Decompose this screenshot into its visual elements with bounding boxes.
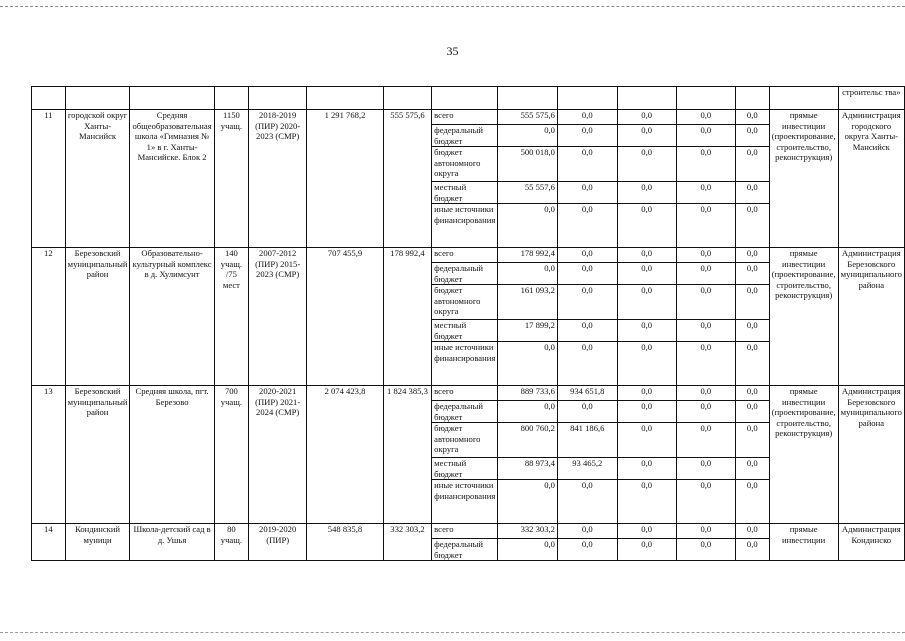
finance-value: 0,0 bbox=[735, 204, 769, 248]
finance-value: 0,0 bbox=[557, 480, 617, 524]
continuation-row bbox=[32, 87, 905, 110]
finance-value: 0,0 bbox=[735, 539, 769, 561]
funding-source-label: федеральный бюджет bbox=[432, 401, 498, 423]
municipality-cell: городской округ Ханты-Мансийск bbox=[65, 110, 130, 248]
row-number: 13 bbox=[32, 386, 66, 524]
finance-value: 0,0 bbox=[557, 524, 617, 539]
object-name-cell: Образовательно-культурный комплекс в д. Хулимсунт bbox=[130, 248, 214, 386]
remaining-cost-cell: 1 824 385,3 bbox=[383, 386, 431, 524]
finance-value: 0,0 bbox=[676, 248, 735, 263]
investment-table bbox=[31, 86, 905, 561]
finance-value: 0,0 bbox=[498, 125, 558, 147]
finance-value: 0,0 bbox=[498, 539, 558, 561]
finance-value: 0,0 bbox=[735, 342, 769, 386]
finance-value: 0,0 bbox=[617, 263, 676, 285]
finance-value: 0,0 bbox=[617, 480, 676, 524]
municipality-cell: Кондинский муници bbox=[65, 524, 130, 561]
funding-source-label: местный бюджет bbox=[432, 458, 498, 480]
object-name-cell: Школа-детский сад в д. Ушья bbox=[130, 524, 214, 561]
period-cell: 2019-2020 (ПИР) bbox=[249, 524, 307, 561]
municipality-cell: Березовский муниципальный район bbox=[65, 248, 130, 386]
table-row bbox=[32, 386, 905, 401]
finance-value: 55 557,6 bbox=[498, 182, 558, 204]
finance-value: 841 186,6 bbox=[557, 423, 617, 458]
finance-value: 0,0 bbox=[676, 204, 735, 248]
finance-value: 0,0 bbox=[557, 204, 617, 248]
finance-value: 0,0 bbox=[676, 320, 735, 342]
finance-value: 800 760,2 bbox=[498, 423, 558, 458]
customer-cell: Администрация Кондинско bbox=[838, 524, 904, 561]
scan-top-edge bbox=[0, 0, 905, 7]
estimated-cost-cell: 707 455,9 bbox=[307, 248, 384, 386]
period-cell: 2020-2021 (ПИР) 2021-2024 (СМР) bbox=[249, 386, 307, 524]
finance-value: 0,0 bbox=[676, 342, 735, 386]
investment-form-cell: прямые инвестиции (проектирование, строительство, реконструкция) bbox=[769, 386, 838, 524]
remaining-cost-cell: 178 992,4 bbox=[383, 248, 431, 386]
finance-value: 0,0 bbox=[676, 263, 735, 285]
finance-value: 93 465,2 bbox=[557, 458, 617, 480]
capacity-cell: 140 учащ. /75 мест bbox=[214, 248, 248, 386]
finance-value: 0,0 bbox=[617, 458, 676, 480]
finance-value: 934 651,8 bbox=[557, 386, 617, 401]
funding-source-label: всего bbox=[432, 524, 498, 539]
finance-value: 161 093,2 bbox=[498, 285, 558, 320]
capacity-cell: 80 учащ. bbox=[214, 524, 248, 561]
table-row bbox=[32, 524, 905, 539]
finance-value: 0,0 bbox=[676, 182, 735, 204]
object-name-cell: Средняя школа, пгт. Березово bbox=[130, 386, 214, 524]
funding-source-label: бюджет автономного округа bbox=[432, 423, 498, 458]
finance-value: 0,0 bbox=[557, 539, 617, 561]
finance-value: 0,0 bbox=[676, 524, 735, 539]
finance-value: 0,0 bbox=[557, 263, 617, 285]
period-cell: 2007-2012 (ПИР) 2015-2023 (СМР) bbox=[249, 248, 307, 386]
finance-value: 0,0 bbox=[735, 248, 769, 263]
customer-cell: Администрация Березовского муниципального района bbox=[838, 386, 904, 524]
finance-value: 0,0 bbox=[735, 147, 769, 182]
finance-value: 0,0 bbox=[676, 147, 735, 182]
finance-value: 0,0 bbox=[735, 263, 769, 285]
finance-value: 0,0 bbox=[735, 480, 769, 524]
finance-value: 0,0 bbox=[735, 285, 769, 320]
finance-value: 0,0 bbox=[617, 204, 676, 248]
finance-value: 0,0 bbox=[557, 285, 617, 320]
table-row bbox=[32, 248, 905, 263]
finance-value: 0,0 bbox=[498, 401, 558, 423]
funding-source-label: бюджет автономного округа bbox=[432, 285, 498, 320]
finance-value: 0,0 bbox=[676, 125, 735, 147]
estimated-cost-cell: 1 291 768,2 bbox=[307, 110, 384, 248]
finance-value: 17 899,2 bbox=[498, 320, 558, 342]
funding-source-label: иные источники финансирования bbox=[432, 480, 498, 524]
finance-value: 0,0 bbox=[735, 182, 769, 204]
finance-value: 332 303,2 bbox=[498, 524, 558, 539]
finance-value: 0,0 bbox=[557, 320, 617, 342]
capacity-cell: 700 учащ. bbox=[214, 386, 248, 524]
funding-source-label: всего bbox=[432, 248, 498, 263]
finance-value: 0,0 bbox=[617, 285, 676, 320]
investment-form-cell: прямые инвестиции (проектирование, строительство, реконструкция) bbox=[769, 248, 838, 386]
finance-value: 0,0 bbox=[735, 386, 769, 401]
finance-value: 0,0 bbox=[676, 480, 735, 524]
finance-value: 0,0 bbox=[735, 458, 769, 480]
finance-value: 0,0 bbox=[617, 342, 676, 386]
funding-source-label: всего bbox=[432, 110, 498, 125]
municipality-cell: Березовский муниципальный район bbox=[65, 386, 130, 524]
object-name-cell: Средняя общеобразовательная школа «Гимназия № 1» в г. Ханты-Мансийске. Блок 2 bbox=[130, 110, 214, 248]
finance-value: 0,0 bbox=[557, 147, 617, 182]
finance-value: 0,0 bbox=[735, 524, 769, 539]
finance-value: 0,0 bbox=[617, 524, 676, 539]
finance-value: 0,0 bbox=[617, 423, 676, 458]
investment-form-cell: прямые инвестиции bbox=[769, 524, 838, 561]
continuation-cell: строительс тва» bbox=[838, 87, 904, 110]
finance-value: 0,0 bbox=[557, 342, 617, 386]
period-cell: 2018-2019 (ПИР) 2020-2023 (СМР) bbox=[249, 110, 307, 248]
finance-value: 178 992,4 bbox=[498, 248, 558, 263]
estimated-cost-cell: 2 074 423,8 bbox=[307, 386, 384, 524]
finance-value: 0,0 bbox=[735, 110, 769, 125]
finance-value: 0,0 bbox=[498, 480, 558, 524]
finance-value: 0,0 bbox=[557, 248, 617, 263]
row-number: 11 bbox=[32, 110, 66, 248]
finance-value: 0,0 bbox=[676, 401, 735, 423]
funding-source-label: иные источники финансирования bbox=[432, 342, 498, 386]
table-row bbox=[32, 110, 905, 125]
finance-value: 0,0 bbox=[557, 401, 617, 423]
finance-value: 0,0 bbox=[617, 182, 676, 204]
funding-source-label: федеральный бюджет bbox=[432, 125, 498, 147]
finance-value: 88 973,4 bbox=[498, 458, 558, 480]
finance-value: 0,0 bbox=[735, 401, 769, 423]
funding-source-label: иные источники финансирования bbox=[432, 204, 498, 248]
investment-form-cell: прямые инвестиции (проектирование, строительство, реконструкция) bbox=[769, 110, 838, 248]
estimated-cost-cell: 548 835,8 bbox=[307, 524, 384, 561]
funding-source-label: федеральный бюджет bbox=[432, 539, 498, 561]
capacity-cell: 1150 учащ. bbox=[214, 110, 248, 248]
customer-cell: Администрация Березовского муниципального района bbox=[838, 248, 904, 386]
finance-value: 0,0 bbox=[617, 147, 676, 182]
finance-value: 0,0 bbox=[557, 125, 617, 147]
finance-value: 0,0 bbox=[676, 110, 735, 125]
finance-value: 0,0 bbox=[617, 110, 676, 125]
finance-value: 889 733,6 bbox=[498, 386, 558, 401]
funding-source-label: местный бюджет bbox=[432, 182, 498, 204]
finance-value: 0,0 bbox=[617, 320, 676, 342]
funding-source-label: федеральный бюджет bbox=[432, 263, 498, 285]
finance-value: 0,0 bbox=[498, 342, 558, 386]
page-number: 35 bbox=[446, 44, 459, 58]
finance-value: 0,0 bbox=[676, 539, 735, 561]
row-number: 14 bbox=[32, 524, 66, 561]
finance-value: 0,0 bbox=[498, 204, 558, 248]
finance-value: 0,0 bbox=[617, 539, 676, 561]
finance-value: 0,0 bbox=[617, 248, 676, 263]
finance-value: 0,0 bbox=[498, 263, 558, 285]
table-body bbox=[32, 87, 905, 561]
finance-value: 0,0 bbox=[676, 458, 735, 480]
finance-value: 0,0 bbox=[676, 285, 735, 320]
funding-source-label: местный бюджет bbox=[432, 320, 498, 342]
finance-value: 0,0 bbox=[557, 182, 617, 204]
finance-value: 0,0 bbox=[617, 125, 676, 147]
funding-source-label: всего bbox=[432, 386, 498, 401]
finance-value: 555 575,6 bbox=[498, 110, 558, 125]
finance-value: 0,0 bbox=[735, 125, 769, 147]
finance-value: 0,0 bbox=[617, 401, 676, 423]
remaining-cost-cell: 555 575,6 bbox=[383, 110, 431, 248]
customer-cell: Администрация городского округа Ханты-Мансийск bbox=[838, 110, 904, 248]
finance-value: 0,0 bbox=[676, 423, 735, 458]
finance-value: 0,0 bbox=[676, 386, 735, 401]
finance-value: 0,0 bbox=[735, 423, 769, 458]
remaining-cost-cell: 332 303,2 bbox=[383, 524, 431, 561]
finance-value: 0,0 bbox=[735, 320, 769, 342]
funding-source-label: бюджет автономного округа bbox=[432, 147, 498, 182]
finance-value: 500 018,0 bbox=[498, 147, 558, 182]
row-number: 12 bbox=[32, 248, 66, 386]
finance-value: 0,0 bbox=[557, 110, 617, 125]
finance-value: 0,0 bbox=[617, 386, 676, 401]
